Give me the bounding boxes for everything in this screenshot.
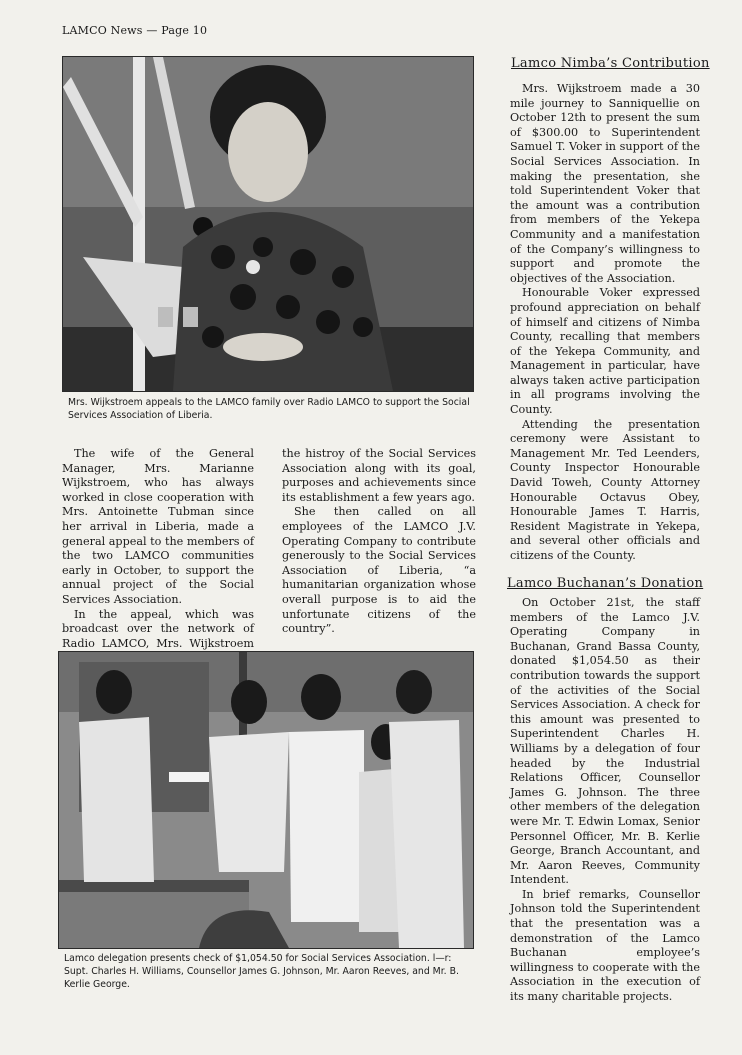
main-article-paragraph: The wife of the General Manager, Mrs. Marianne Wijkstroem, who has always worked in close cooperation with Mrs. Antoinette Tubman since her arrival in Liberia, made a general appeal to the members of the two LAMCO communities early in October, to support the annual project of the Social Services Association.: [62, 447, 254, 606]
main-article-column-right: [282, 447, 476, 637]
buchanan-paragraph: In brief remarks, Counsellor Johnson told the Superintendent that the presentation was a demonstration of the Lamco Buchanan employee’s willingness to cooperate with the Association in the execution of its many charitable projects.: [510, 887, 700, 1004]
photo-check-presentation: [58, 651, 474, 949]
main-article-paragraph: In the appeal, which was broadcast over the network of Radio LAMCO, Mrs. Wijkstroem: [62, 607, 254, 650]
photo-radio-appeal-caption: Mrs. Wijkstroem appeals to the LAMCO family over Radio LAMCO to support the Social Services Association of Liberia.: [68, 397, 470, 421]
photo-check-presentation-image: [59, 652, 473, 948]
photo-radio-appeal: [62, 56, 474, 392]
main-article-column-left: [62, 447, 254, 666]
nimba-paragraph: Attending the presentation ceremony were Assistant to Management Mr. Ted Leenders, County Inspector Honourable David Toweh, County Attorney Honourable Octavus Obey, Honourable James T. Harris, Resident Magistrate in Yekepa, and several other officials and citizens of the County.: [510, 417, 700, 562]
buchanan-article: [510, 596, 700, 1005]
main-article-paragraph: She then called on all employees of the LAMCO J.V. Operating Company to contribute generously to the Social Services Association of Liberia, “a humanitarian organization whose overall purpose is to aid the unfortunate citizens of the country”.: [282, 505, 476, 636]
nimba-headline: Lamco Nimba’s Contribution: [511, 56, 710, 71]
nimba-paragraph: Mrs. Wijkstroem made a 30 mile journey to Sanniquellie on October 12th to present the sum of $300.00 to Superintendent Samuel T. Voker in support of the Social Services Association. In making the presentation, she told Superintendent Voker that the amount was a contribution from members of the Yekepa Community and a manifestation of the Company’s willingness to support and promote the objectives of the Association.: [510, 82, 700, 285]
buchanan-headline: Lamco Buchanan’s Donation: [507, 576, 704, 591]
buchanan-paragraph: On October 21st, the staff members of the Lamco J.V. Operating Company in Buchanan, Grand Bassa County, donated $1,054.50 as their contribution towards the support of the activities of the Social Services Association. A check for this amount was presented to Superintendent Charles H. Williams by a delegation of four headed by the Industrial Relations Officer, Counsellor James G. Johnson. The three other members of the delegation were Mr. T. Edwin Lomax, Senior Personnel Officer, Mr. B. Kerlie George, Branch Accountant, and Mr. Aaron Reeves, Community Intendent.: [510, 596, 700, 887]
photo-check-presentation-caption: Lamco delegation presents check of $1,054.50 for Social Services Association. l—r: Supt. Charles H. Williams, Counsellor James G. Johnson, Mr. Aaron Reeves, and Mr. B. Kerlie George.: [64, 953, 459, 990]
photo-radio-appeal-image: [63, 57, 473, 391]
nimba-article: [510, 82, 700, 564]
nimba-paragraph: Honourable Voker expressed profound appreciation on behalf of himself and citizens of Nimba County, recalling that members of the Yekepa Community, and Management in particular, have always taken active participation in all programs involving the County.: [510, 286, 700, 417]
main-article-paragraph: the histroy of the Social Services Association along with its goal, purposes and achievements since its establishment a few years ago.: [282, 447, 476, 504]
page-header: LAMCO News — Page 10: [62, 24, 208, 37]
